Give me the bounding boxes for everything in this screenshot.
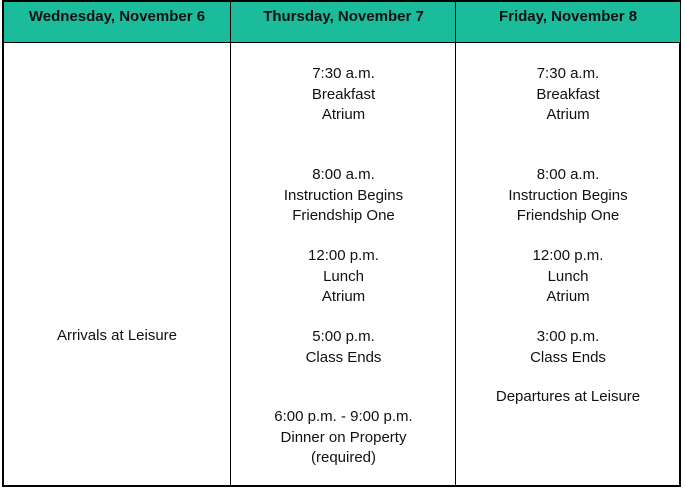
- event-time: 6:00 p.m. - 9:00 p.m.: [274, 408, 413, 425]
- event-title: Class Ends: [305, 348, 382, 366]
- event-class-ends: [231, 327, 456, 368]
- day-header-wednesday: Wednesday, November 6: [4, 2, 230, 43]
- event-time: 8:00 a.m.: [536, 166, 600, 183]
- event-title: Lunch: [323, 267, 364, 285]
- event-instruction-begins: [456, 165, 680, 227]
- event-location: Atrium: [546, 288, 590, 305]
- event-time: 8:00 a.m.: [312, 166, 375, 183]
- event-title: Breakfast: [311, 85, 376, 103]
- event-breakfast: [231, 64, 456, 126]
- event-title: Instruction Begins: [508, 186, 628, 204]
- event-location: Atrium: [321, 106, 366, 123]
- day-column-friday: [455, 2, 680, 485]
- event-time: 12:00 p.m.: [532, 247, 604, 264]
- day-column-wednesday: [4, 2, 230, 485]
- event-time: 3:00 p.m.: [536, 328, 600, 345]
- event-location: Atrium: [546, 106, 590, 123]
- event-lunch: [456, 246, 680, 308]
- event-title: Dinner on Property: [280, 428, 407, 446]
- event-time: 7:30 a.m.: [536, 65, 600, 82]
- event-departures: [456, 387, 680, 408]
- event-location: Friendship One: [292, 207, 395, 224]
- event-line: Arrivals at Leisure: [56, 327, 178, 344]
- event-breakfast: [456, 64, 680, 126]
- event-title: Instruction Begins: [283, 186, 404, 204]
- event-title: Lunch: [547, 267, 589, 285]
- day-header-thursday: Thursday, November 7: [231, 2, 456, 43]
- event-dinner: [231, 407, 456, 469]
- event-title: Breakfast: [536, 85, 600, 103]
- schedule-table: [2, 0, 681, 487]
- event-time: 7:30 a.m.: [312, 65, 375, 82]
- event-time: 5:00 p.m.: [312, 328, 375, 345]
- event-title: Class Ends: [530, 348, 606, 366]
- event-location: Friendship One: [516, 207, 620, 224]
- day-column-thursday: [230, 2, 456, 485]
- event-note: (required): [310, 449, 377, 466]
- event-line: Departures at Leisure: [495, 388, 641, 405]
- event-arrivals: [4, 326, 230, 347]
- event-instruction-begins: [231, 165, 456, 227]
- event-time: 12:00 p.m.: [308, 247, 379, 264]
- event-class-ends: [456, 327, 680, 368]
- day-header-friday: Friday, November 8: [456, 2, 680, 43]
- event-lunch: [231, 246, 456, 308]
- event-location: Atrium: [321, 288, 366, 305]
